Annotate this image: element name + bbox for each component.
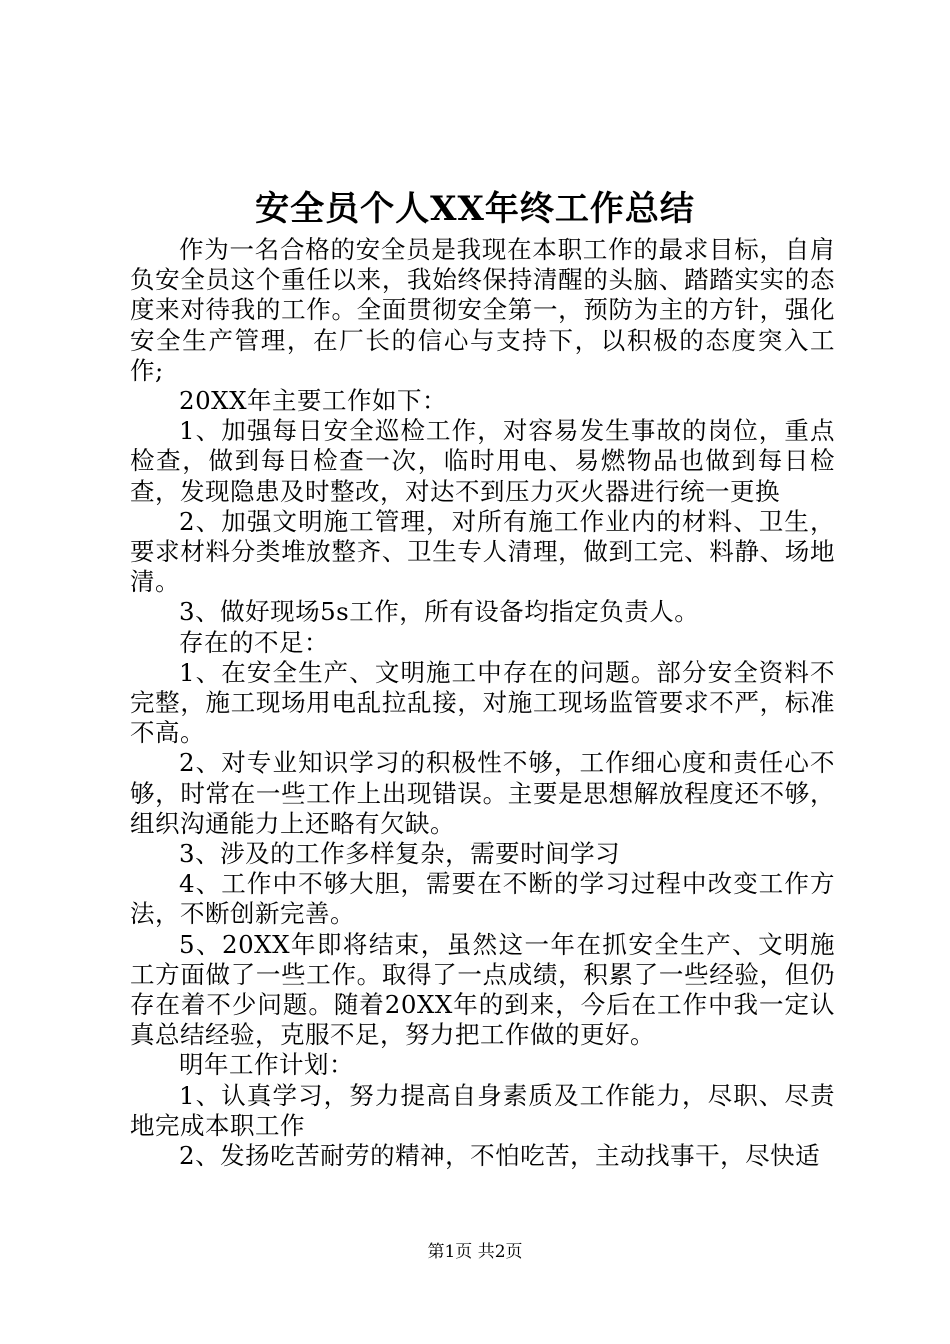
paragraph-shortcomings-heading: 存在的不足： bbox=[179, 627, 329, 657]
paragraph-shortcoming-2: 2、对专业知识学习的积极性不够，工作细心度和责任心不够，时常在一些工作上出现错误。主要是思想解放程度还不够，组织沟通能力上还略有欠缺。 bbox=[130, 748, 835, 838]
paragraph-plan-item-1: 1、认真学习，努力提高自身素质及工作能力，尽职、尽责地完成本职工作 bbox=[130, 1080, 835, 1140]
paragraph-work-item-2: 2、加强文明施工管理，对所有施工作业内的材料、卫生，要求材料分类堆放整齐、卫生专人清理，做到工完、料静、场地清。 bbox=[130, 506, 835, 597]
paragraph-plan-heading: 明年工作计划： bbox=[179, 1050, 354, 1080]
paragraph-shortcoming-4: 4、工作中不够大胆，需要在不断的学习过程中改变工作方法，不断创新完善。 bbox=[130, 869, 835, 929]
paragraph-plan-item-2: 2、发扬吃苦耐劳的精神，不怕吃苦，主动找事干，尽快适 bbox=[179, 1141, 821, 1171]
page-number-footer: 第1页 共2页 bbox=[427, 1242, 523, 1262]
document-title: 安全员个人XX年终工作总结 bbox=[255, 189, 695, 229]
paragraph-shortcoming-1: 1、在安全生产、文明施工中存在的问题。部分安全资料不完整，施工现场用电乱拉乱接，对施工现场监管要求不严，标准不高。 bbox=[130, 657, 835, 748]
document-body bbox=[130, 235, 835, 1171]
paragraph-shortcoming-3: 3、涉及的工作多样复杂，需要时间学习 bbox=[179, 839, 621, 869]
paragraph-shortcoming-5: 5、20XX年即将结束，虽然这一年在抓安全生产、文明施工方面做了一些工作。取得了一点成绩，积累了一些经验，但仍存在着不少问题。随着20XX年的到来，今后在工作中我一定认真总结经验，克服不足，努力把工作做的更好。 bbox=[130, 929, 835, 1050]
paragraph-intro: 作为一名合格的安全员是我现在本职工作的最求目标，自肩负安全员这个重任以来，我始终保持清醒的头脑、踏踏实实的态度来对待我的工作。全面贯彻安全第一，预防为主的方针，强化安全生产管理，在厂长的信心与支持下，以积极的态度突入工作; bbox=[130, 235, 835, 385]
paragraph-work-item-3: 3、做好现场5s工作，所有设备均指定负责人。 bbox=[179, 597, 700, 627]
paragraph-work-item-1: 1、加强每日安全巡检工作，对容易发生事故的岗位，重点检查，做到每日检查一次，临时用电、易燃物品也做到每日检查，发现隐患及时整改，对达不到压力灭火器进行统一更换 bbox=[130, 416, 835, 506]
paragraph-main-work-heading: 20XX年主要工作如下： bbox=[179, 386, 448, 416]
